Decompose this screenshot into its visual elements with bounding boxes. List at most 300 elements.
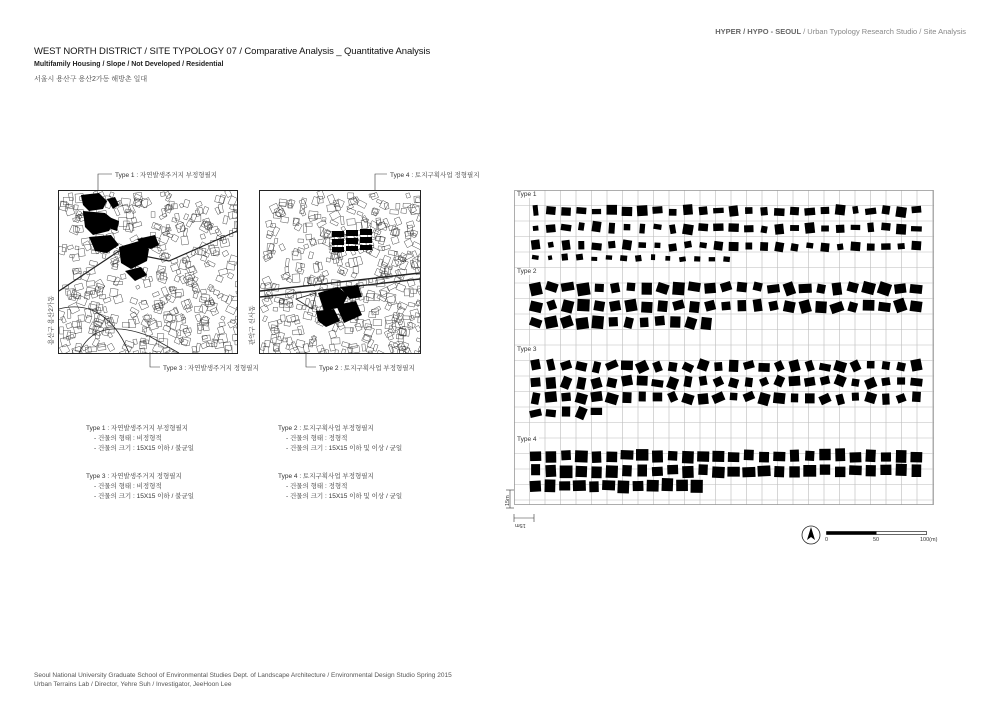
building-footprint [882, 361, 891, 370]
building-footprint [621, 360, 633, 370]
desc-type2 [278, 424, 402, 454]
building-footprint [548, 255, 553, 260]
building-footprint [561, 253, 568, 260]
building-footprint [637, 464, 647, 476]
building-footprint [699, 242, 707, 248]
building-footprint [729, 360, 739, 372]
building-footprint [529, 317, 542, 328]
building-footprint [626, 282, 635, 291]
building-footprint [791, 393, 798, 402]
building-footprint [804, 377, 816, 387]
building-footprint [700, 317, 711, 330]
building-footprint [896, 393, 907, 404]
building-footprint [530, 451, 541, 461]
building-footprint [576, 282, 590, 296]
building-footprint [608, 223, 615, 234]
site-location: 서울시 용산구 용산2가동 해방촌 일대 [34, 76, 148, 83]
building-footprint [910, 359, 922, 372]
building-footprint [575, 466, 587, 477]
building-footprint [621, 375, 633, 387]
left-map-side-label: 용산구 용산2가동 [48, 295, 55, 345]
building-footprint [881, 452, 891, 461]
building-footprint [682, 451, 694, 464]
building-footprint [653, 392, 663, 401]
building-footprint [608, 241, 616, 249]
building-footprint [546, 299, 557, 310]
building-footprint [578, 222, 585, 231]
building-footprint [590, 377, 602, 389]
building-footprint [546, 451, 557, 463]
grid-label-type1: Type 1 [517, 191, 537, 198]
page-subtitle: Multifamily Housing / Slope / Not Developed / Residential [34, 61, 224, 68]
building-footprint [805, 360, 815, 372]
dim-horizontal-label: 15m [515, 522, 526, 528]
building-footprint [698, 464, 708, 475]
building-footprint [529, 409, 542, 418]
building-footprint [546, 206, 556, 215]
building-footprint [544, 315, 558, 329]
building-footprint [864, 391, 877, 404]
building-footprint [805, 451, 815, 461]
building-footprint [788, 376, 800, 387]
building-footprint [561, 392, 571, 401]
building-footprint [544, 479, 555, 492]
building-footprint [560, 360, 572, 371]
building-footprint [575, 406, 588, 420]
building-footprint [880, 465, 891, 475]
desc-type2-line2: - 건물의 크기 : 15X15 이하 및 이상 / 균일 [286, 445, 403, 452]
building-footprint [835, 448, 845, 461]
building-footprint [881, 222, 891, 230]
building-footprint [829, 301, 844, 314]
building-footprint [774, 224, 784, 235]
building-footprint [546, 377, 557, 389]
building-footprint [815, 301, 827, 313]
building-footprint [624, 299, 637, 313]
building-footprint [668, 243, 677, 251]
building-footprint [698, 223, 708, 231]
building-footprint [867, 243, 875, 250]
building-footprint [847, 301, 858, 312]
desc-type4 [278, 472, 402, 502]
building-footprint [835, 467, 845, 478]
building-footprint [592, 209, 601, 214]
building-footprint [729, 205, 739, 216]
building-footprint [531, 239, 541, 250]
building-footprint [590, 391, 603, 402]
desc-type3-line1: - 건물의 형태 : 비정형적 [94, 483, 162, 490]
building-footprint [575, 317, 589, 330]
building-footprint [533, 226, 539, 231]
building-footprint [653, 224, 662, 230]
desc-type1-line1: - 건물의 형태 : 비정형적 [94, 435, 162, 442]
building-footprint [714, 362, 722, 371]
building-footprint [897, 377, 905, 384]
scale-tick-50: 50 [873, 537, 880, 543]
building-footprint [835, 204, 846, 215]
building-footprint [652, 450, 663, 462]
building-footprint [684, 316, 697, 330]
desc-type2-title: Type 2 : 토지구획사업 부정형필지 [278, 425, 374, 432]
building-footprint [704, 300, 716, 312]
building-footprint [633, 481, 644, 491]
building-footprint [666, 376, 679, 390]
building-footprint [657, 300, 668, 312]
building-footprint [758, 363, 770, 372]
building-footprint [798, 284, 811, 294]
building-footprint [711, 391, 725, 404]
building-footprint [865, 208, 877, 216]
right-map-side-label: 관악구 신사동 [249, 305, 256, 345]
grid-label-type4: Type 4 [517, 436, 537, 443]
building-footprint [656, 282, 670, 295]
building-footprint [561, 207, 571, 216]
building-footprint [665, 256, 670, 261]
building-footprint [635, 360, 650, 374]
building-footprint [642, 283, 652, 295]
building-footprint [591, 257, 597, 261]
north-arrow-icon [800, 524, 822, 546]
building-footprint [850, 242, 860, 252]
building-footprint [774, 208, 785, 216]
page-title: WEST NORTH DISTRICT / SITE TYPOLOGY 07 / Comparative Analysis _ Quantitative Analysis [34, 46, 431, 57]
building-footprint [712, 451, 724, 462]
building-footprint [647, 480, 659, 492]
building-footprint [640, 317, 649, 327]
building-footprint [774, 360, 785, 372]
building-footprint [636, 449, 648, 461]
building-footprint [804, 222, 815, 234]
building-footprint [790, 243, 798, 251]
building-footprint [881, 377, 890, 386]
building-footprint [652, 206, 662, 214]
building-footprint [682, 224, 694, 236]
building-footprint [713, 376, 725, 387]
building-footprint [669, 209, 677, 216]
desc-type1-title: Type 1 : 자연발생주거지 부정형필지 [86, 425, 189, 432]
building-footprint [760, 242, 768, 251]
building-footprint [654, 242, 660, 248]
building-footprint [728, 223, 739, 232]
scale-tick-100: 100(m) [920, 537, 938, 543]
building-footprint [790, 207, 799, 216]
building-footprint [531, 464, 540, 475]
building-footprint [639, 224, 645, 234]
building-footprint [577, 299, 590, 312]
building-footprint [713, 208, 724, 214]
building-footprint [610, 282, 620, 293]
building-footprint [573, 480, 586, 491]
building-footprint [897, 243, 905, 250]
building-footprint [606, 452, 617, 463]
building-footprint [757, 392, 770, 406]
building-footprint [774, 242, 784, 253]
building-footprint [575, 450, 588, 462]
building-footprint [592, 451, 602, 463]
building-footprint [881, 243, 891, 250]
building-footprint [768, 301, 778, 312]
building-footprint [609, 317, 618, 327]
building-footprint [697, 451, 709, 462]
building-footprint [593, 300, 605, 312]
building-footprint [745, 242, 752, 249]
building-footprint [689, 301, 700, 313]
building-footprint [639, 392, 646, 402]
building-footprint [669, 224, 676, 234]
building-footprint [591, 221, 601, 233]
desc-type2-line1: - 건물의 형태 : 정형적 [286, 435, 348, 442]
callout-type2: Type 2 : 토지구획사업 부정형필지 [319, 365, 415, 372]
building-footprint [852, 206, 859, 214]
building-footprint [682, 362, 695, 373]
building-footprint [773, 375, 785, 388]
building-footprint [820, 243, 829, 253]
building-footprint [760, 226, 767, 234]
building-footprint [620, 450, 633, 460]
building-footprint [851, 225, 861, 230]
building-footprint [681, 393, 694, 406]
building-footprint [606, 465, 618, 478]
grid-label-type2: Type 2 [517, 268, 537, 275]
building-footprint [622, 465, 632, 477]
building-footprint [691, 480, 703, 493]
building-footprint [676, 480, 688, 492]
building-footprint [622, 392, 631, 403]
building-footprint [637, 375, 648, 385]
building-footprint [561, 450, 571, 460]
building-footprint [679, 256, 686, 262]
building-footprint [804, 207, 815, 215]
building-footprint [820, 376, 831, 386]
building-footprint [865, 449, 876, 462]
building-footprint [910, 378, 923, 387]
building-footprint [694, 256, 700, 262]
building-footprint [545, 465, 556, 477]
header-studio [715, 27, 966, 36]
callout-type4: Type 4 : 토지구획사업 정형필지 [390, 172, 480, 179]
building-footprint [682, 466, 694, 478]
building-footprint [910, 300, 923, 312]
building-footprint [589, 481, 599, 492]
building-footprint [576, 254, 584, 261]
building-footprint [728, 452, 740, 462]
typology-grid [514, 190, 934, 505]
building-footprint [790, 225, 799, 231]
building-footprint [896, 362, 906, 372]
desc-type4-line2: - 건물의 크기 : 15X15 이하 및 이상 / 균일 [286, 493, 403, 500]
building-footprint [688, 281, 701, 292]
building-footprint [530, 359, 541, 371]
building-footprint [773, 452, 785, 462]
building-footprint [821, 225, 829, 231]
building-footprint [683, 204, 693, 215]
building-footprint [530, 377, 540, 387]
building-footprint [559, 481, 570, 490]
building-footprint [866, 465, 876, 476]
building-footprint [561, 224, 572, 232]
building-footprint [560, 465, 573, 478]
building-footprint [638, 242, 646, 248]
building-footprint [820, 465, 830, 475]
building-footprint [560, 376, 573, 390]
building-footprint [911, 241, 921, 251]
building-footprint [672, 299, 685, 310]
building-footprint [699, 376, 708, 386]
building-footprint [821, 207, 830, 214]
building-footprint [867, 361, 875, 369]
building-footprint [744, 225, 754, 232]
building-footprint [713, 241, 723, 251]
building-footprint [704, 283, 716, 294]
dim-vertical-label: 15m [505, 495, 511, 506]
building-footprint [729, 242, 739, 251]
building-footprint [655, 316, 665, 326]
building-footprint [757, 465, 770, 476]
building-footprint [773, 392, 786, 404]
building-footprint [743, 360, 755, 370]
building-footprint [529, 300, 543, 313]
building-footprint [760, 207, 768, 216]
building-footprint [774, 466, 784, 477]
building-footprint [851, 378, 860, 387]
building-footprint [896, 464, 907, 476]
building-footprint [670, 316, 681, 327]
building-footprint [849, 465, 862, 475]
building-footprint [910, 452, 922, 463]
building-footprint [561, 299, 575, 313]
building-footprint [652, 467, 663, 477]
building-footprint [805, 393, 815, 403]
building-footprint [684, 241, 692, 249]
building-footprint [896, 450, 907, 463]
callout-type1: Type 1 : 자연발생주거지 부정형필지 [115, 172, 218, 179]
header-studio-text: / Urban Typology Research Studio / Site Analysis [801, 27, 966, 36]
building-footprint [637, 205, 648, 216]
building-footprint [878, 302, 891, 312]
building-footprint [548, 242, 554, 248]
building-footprint [767, 284, 780, 294]
desc-type4-line1: - 건물의 형태 : 정형적 [286, 483, 348, 490]
building-footprint [546, 224, 556, 233]
building-footprint [713, 223, 724, 231]
building-footprint [672, 282, 685, 296]
building-footprint [753, 299, 763, 312]
building-footprint [723, 256, 730, 262]
building-footprint [562, 240, 571, 251]
building-footprint [788, 359, 800, 372]
building-footprint [591, 315, 604, 329]
building-footprint [816, 284, 826, 294]
building-footprint [620, 255, 627, 261]
building-footprint [667, 465, 678, 475]
building-footprint [745, 207, 753, 214]
building-footprint [709, 257, 715, 261]
building-footprint [651, 254, 655, 260]
building-footprint [591, 243, 602, 251]
building-footprint [609, 300, 621, 312]
building-footprint [893, 298, 907, 314]
building-footprint [783, 300, 796, 313]
building-footprint [909, 284, 922, 294]
building-footprint [712, 466, 725, 478]
building-footprint [668, 451, 678, 461]
desc-type3-title: Type 3 : 자연발생주거지 정형필지 [86, 473, 182, 480]
building-footprint [606, 205, 617, 215]
building-footprint [790, 450, 799, 462]
building-footprint [591, 408, 602, 415]
building-footprint [591, 466, 602, 478]
desc-type3-line2: - 건물의 크기 : 15X15 이하 / 불균일 [94, 493, 195, 500]
building-footprint [737, 282, 748, 293]
building-footprint [837, 243, 844, 250]
building-footprint [912, 391, 921, 402]
building-footprint [745, 377, 753, 387]
building-footprint [697, 393, 708, 405]
building-footprint [863, 300, 875, 311]
building-footprint [895, 206, 907, 218]
building-footprint [728, 377, 739, 388]
building-footprint [606, 255, 613, 260]
building-footprint [742, 467, 755, 477]
building-footprint [833, 360, 847, 373]
callout-type3: Type 3 : 자연발생주거지 정형필지 [163, 365, 259, 372]
building-footprint [882, 393, 890, 405]
building-footprint [759, 377, 769, 387]
building-footprint [721, 301, 730, 310]
building-footprint [661, 478, 673, 491]
building-footprint [529, 282, 543, 297]
building-footprint [911, 206, 921, 214]
header-project: HYPER / HYPO - SEOUL [715, 27, 802, 36]
building-footprint [896, 224, 907, 235]
building-footprint [531, 392, 541, 405]
building-footprint [744, 450, 754, 461]
building-footprint [562, 406, 570, 416]
building-footprint [894, 283, 907, 294]
desc-type1 [86, 424, 194, 454]
callout-lines [0, 0, 500, 400]
building-footprint [576, 377, 586, 390]
building-footprint [727, 467, 739, 477]
building-footprint [867, 222, 874, 232]
building-footprint [606, 377, 617, 388]
building-footprint [737, 300, 746, 311]
building-footprint [592, 361, 601, 373]
building-footprint [651, 379, 664, 388]
building-footprint [668, 362, 678, 372]
building-footprint [818, 393, 831, 405]
building-footprint [545, 409, 556, 417]
building-footprint [832, 282, 843, 295]
building-footprint [545, 391, 558, 403]
building-footprint [533, 205, 539, 216]
building-footprint [623, 317, 634, 329]
building-footprint [912, 464, 922, 477]
building-footprint [624, 224, 631, 230]
building-footprint [532, 255, 539, 260]
building-footprint [575, 361, 587, 372]
building-footprint [819, 363, 831, 372]
typology-grid-drawing [514, 190, 934, 505]
building-footprint [617, 480, 629, 493]
building-footprint [575, 392, 588, 405]
building-footprint [730, 393, 738, 401]
building-footprint [911, 226, 922, 232]
building-footprint [622, 207, 633, 216]
building-footprint [622, 239, 632, 250]
building-footprint [850, 452, 862, 462]
building-footprint [819, 449, 830, 461]
